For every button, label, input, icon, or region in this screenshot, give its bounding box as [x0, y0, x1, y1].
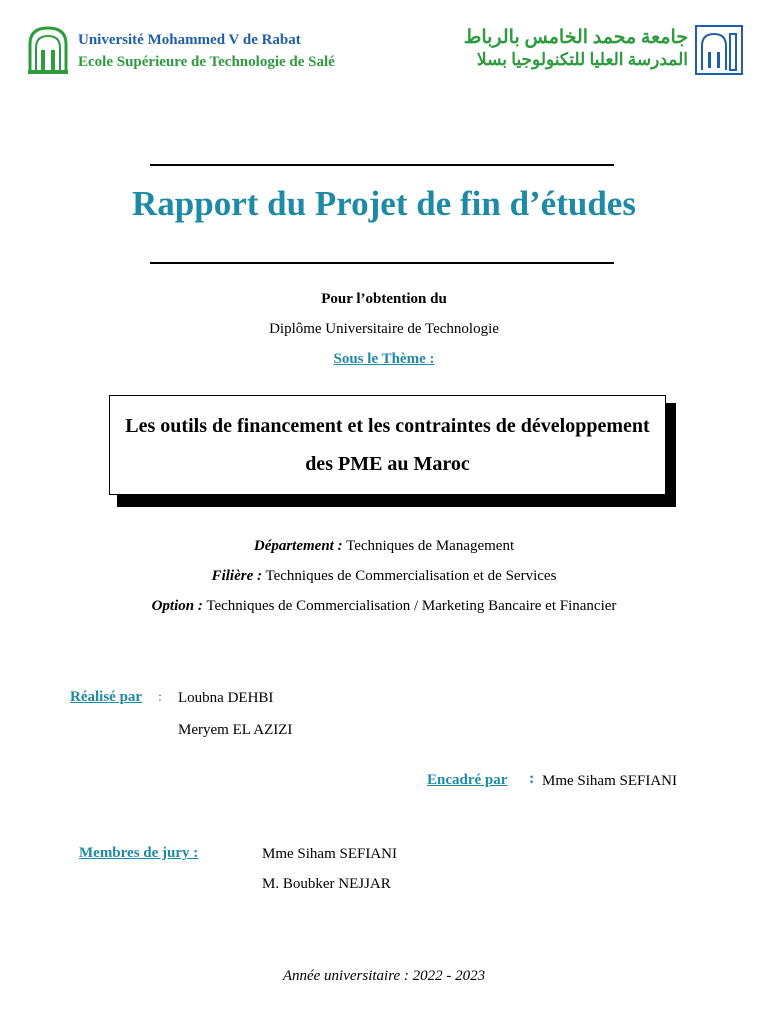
diploma-line: Diplôme Universitaire de Technologie [269, 321, 499, 337]
university-logo-icon [26, 24, 70, 76]
academic-year: Année universitaire : 2022 - 2023 [282, 968, 486, 984]
title-top-rule [150, 164, 614, 166]
university-name-fr: Université Mohammed V de Rabat [78, 32, 301, 48]
theme-text: Les outils de financement et les contraintes de développement des PME au Maroc [125, 415, 650, 475]
title-bottom-rule [150, 262, 614, 264]
jury-label: Membres de jury : [79, 845, 199, 861]
realise-par-colon: : [158, 690, 162, 705]
page-title: Rapport du Projet de fin d’études [132, 184, 636, 223]
department-value: Techniques de Management [346, 538, 515, 554]
department-label: Département : [253, 538, 343, 554]
encadre-par-label: Encadré par [427, 772, 508, 788]
option-label: Option : [151, 598, 203, 614]
department-line [0, 538, 768, 555]
option-value: Techniques de Commercialisation / Marketing Bancaire et Financier [206, 598, 617, 614]
theme-box [109, 395, 666, 495]
encadre-par-colon: : [529, 770, 535, 787]
filiere-label: Filière : [211, 568, 262, 584]
supervisor-name: Mme Siham SEFIANI [542, 773, 677, 789]
school-name-fr: Ecole Supérieure de Technologie de Salé [78, 54, 335, 70]
student-name: Meryem EL AZIZI [178, 722, 293, 738]
university-name-ar: جامعة محمد الخامس بالرباط [463, 27, 688, 48]
filiere-value: Techniques de Commercialisation et de Services [265, 568, 557, 584]
theme-label: Sous le Thème : [333, 351, 435, 367]
school-name-ar: المدرسة العليا للتكنولوجيا بسلا [476, 50, 688, 69]
school-logo-icon [694, 24, 744, 76]
filiere-line [0, 568, 768, 585]
jury-member: M. Boubker NEJJAR [262, 876, 391, 892]
realise-par-label: Réalisé par [70, 689, 143, 705]
option-line [0, 598, 768, 615]
jury-member: Mme Siham SEFIANI [262, 846, 397, 862]
obtention-line: Pour l’obtention du [321, 291, 447, 307]
student-name: Loubna DEHBI [178, 690, 274, 706]
